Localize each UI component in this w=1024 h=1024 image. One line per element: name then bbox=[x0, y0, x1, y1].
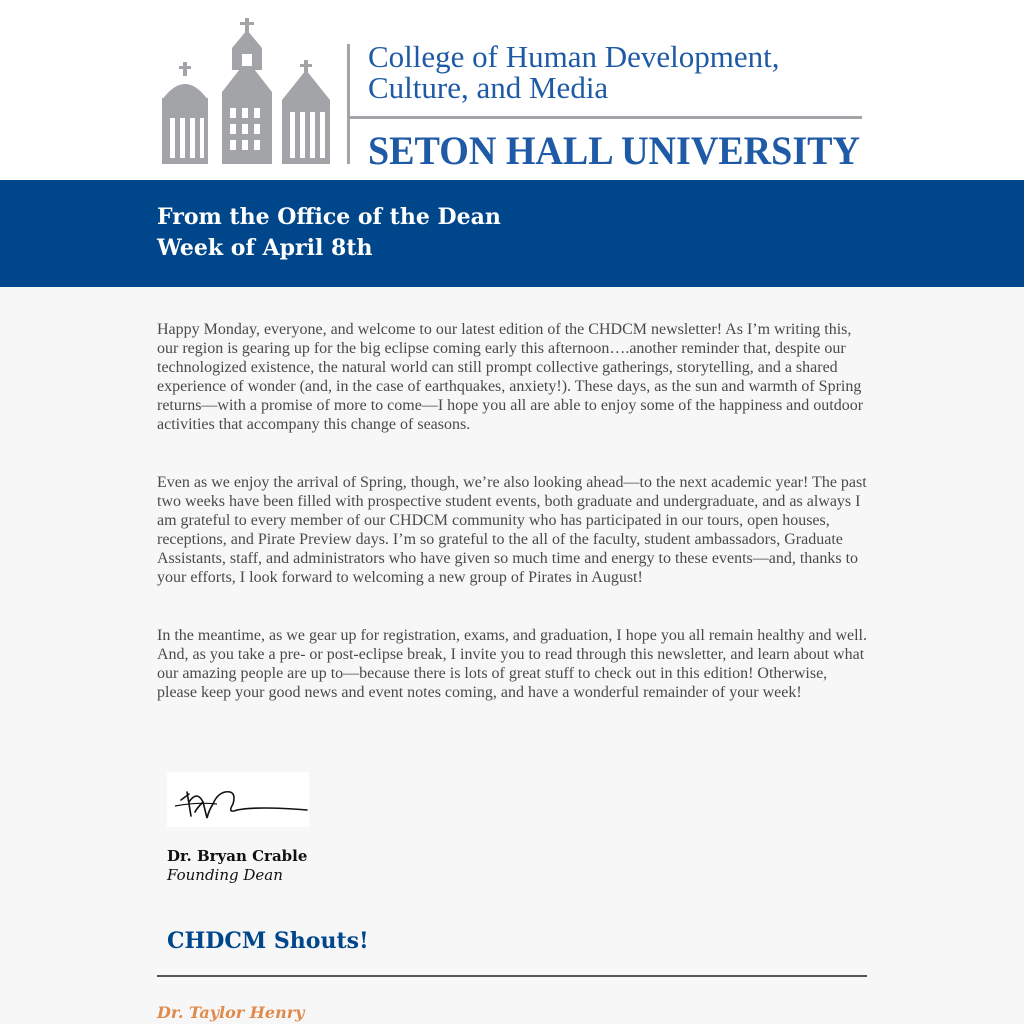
signature-title: Founding Dean bbox=[167, 866, 283, 884]
college-logo bbox=[0, 0, 1024, 180]
paragraph-2: Even as we enjoy the arrival of Spring, though, we’re also looking ahead—to the next academic year! The past two weeks have been filled with prospective student events, both graduate and undergraduate, and as always I am grateful to every member of our CHDCM community who has participated in our tours, open houses, receptions, and Pirate Preview days. I’m so grateful to the all of the faculty, student ambassadors, Graduate Assistants, staff, and administrators who have given so much time and energy to these events—and, thanks to your efforts, I look forward to welcoming a new group of Pirates in August! bbox=[157, 474, 867, 586]
dean-banner bbox=[0, 180, 1024, 287]
college-name-line1: College of Human Development, bbox=[368, 39, 780, 74]
paragraph-1: Happy Monday, everyone, and welcome to our latest edition of the CHDCM newsletter! As I’m writing this, our region is gearing up for the big eclipse coming early this afternoon….another reminder that, despite our technologized existence, the natural world can still prompt collective gatherings, storytelling, and a shared experience of wonder (and, in the case of earthquakes, anxiety!). These days, as the sun and warmth of Spring returns—with a promise of more to come—I hope you all are able to enjoy some of the happiness and outdoor activities that accompany this change of seasons. bbox=[157, 321, 864, 433]
logo-vertical-divider bbox=[347, 44, 350, 164]
header-area bbox=[0, 0, 1024, 180]
signature-image bbox=[167, 772, 309, 827]
university-name: SETON HALL UNIVERSITY bbox=[368, 128, 861, 173]
banner-title: From the Office of the Dean bbox=[157, 204, 501, 230]
paragraph-3: In the meantime, as we gear up for registration, exams, and graduation, I hope you all remain healthy and well. And, as you take a pre- or post-eclipse break, I invite you to read through this newsletter, and learn about what our amazing people are up to—because there is lots of great stuff to check out in this edition! Otherwise, please keep your good news and event notes coming, and have a wonderful remainder of your week! bbox=[157, 627, 867, 701]
banner-subtitle: Week of April 8th bbox=[157, 235, 373, 261]
church-icon bbox=[162, 18, 330, 164]
logo-horizontal-divider bbox=[350, 116, 862, 119]
college-name-line2: Culture, and Media bbox=[368, 70, 609, 105]
signature-name: Dr. Bryan Crable bbox=[167, 847, 308, 865]
person-name: Dr. Taylor Henry bbox=[157, 1003, 305, 1022]
section-divider bbox=[157, 975, 867, 977]
section-title: CHDCM Shouts! bbox=[167, 928, 369, 954]
